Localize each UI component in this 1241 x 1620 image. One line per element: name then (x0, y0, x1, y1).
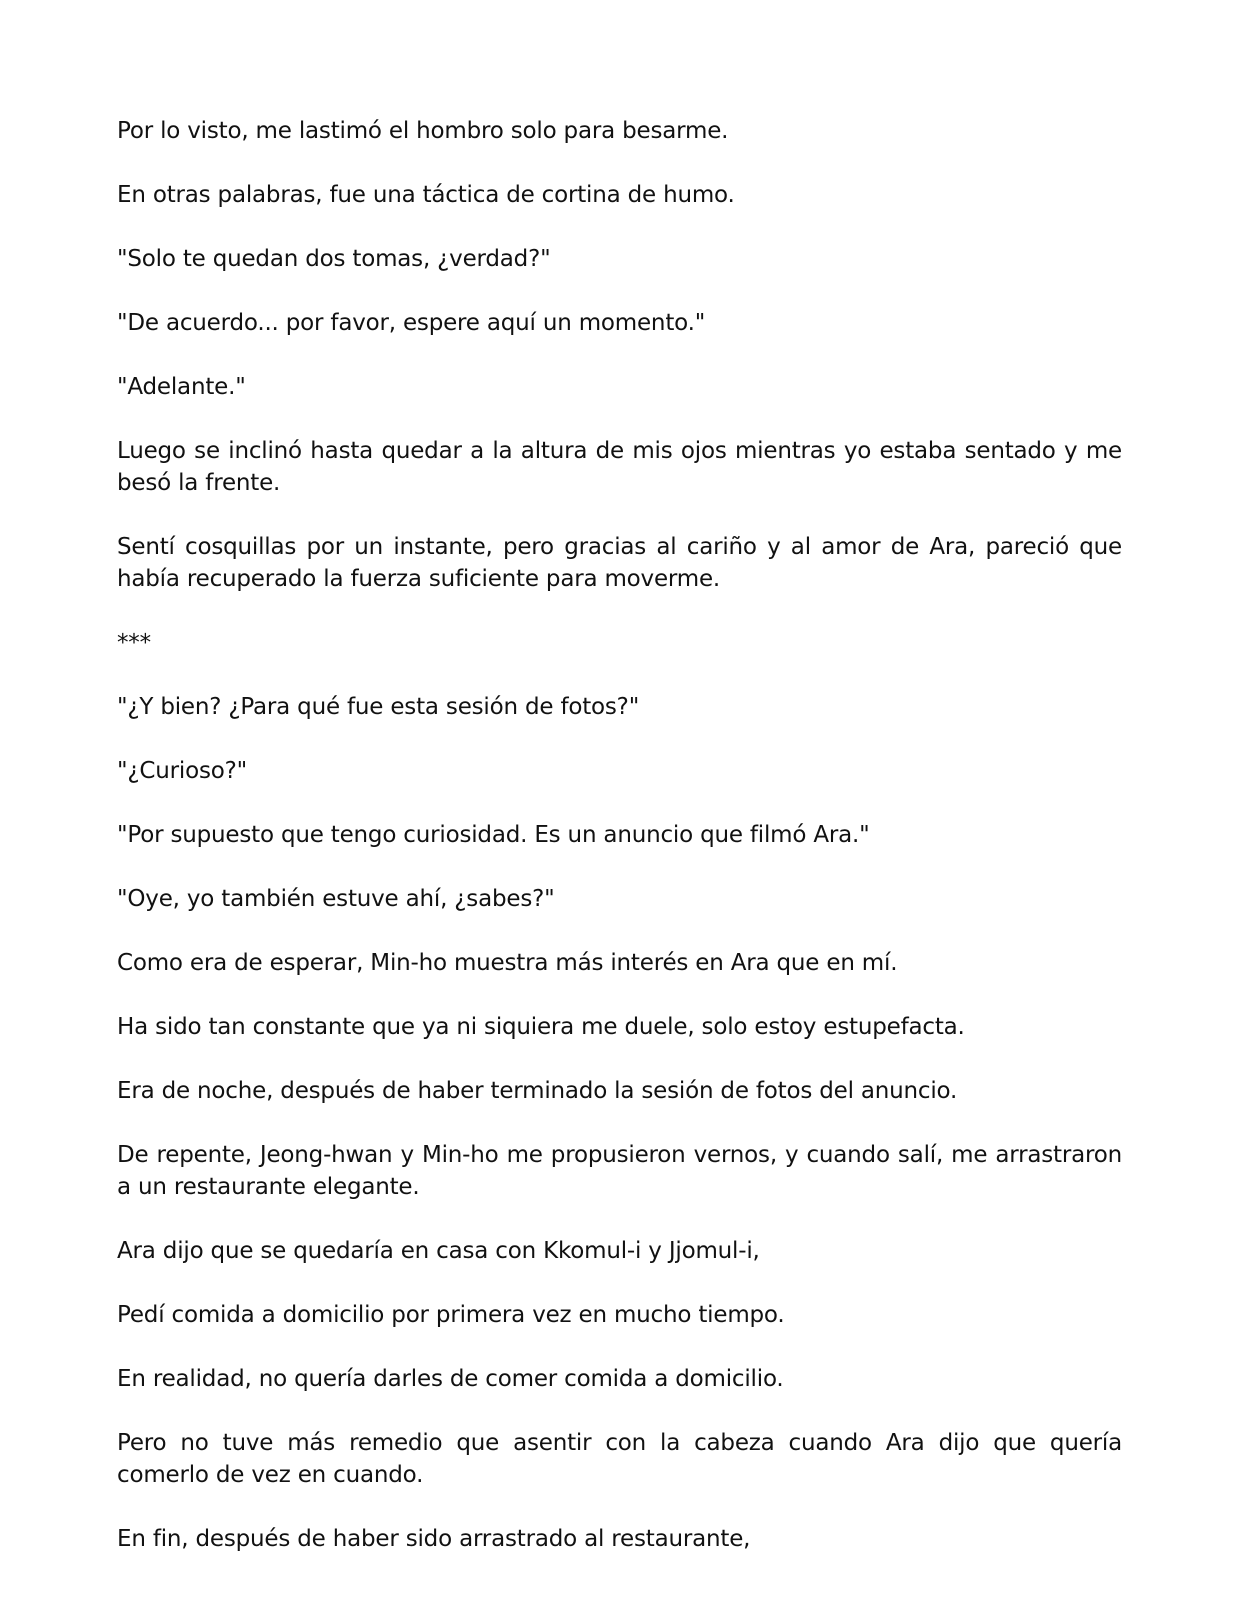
paragraph: Ha sido tan constante que ya ni siquiera me duele, solo estoy estupefacta. (117, 1014, 965, 1040)
scene-break: *** (117, 630, 151, 656)
paragraph: Luego se inclinó hasta quedar a la altura de mis ojos mientras yo estaba sentado y me besó la frente. (117, 438, 1122, 496)
paragraph: Como era de esperar, Min-ho muestra más interés en Ara que en mí. (117, 950, 898, 976)
paragraph: Ara dijo que se quedaría en casa con Kkomul-i y Jjomul-i, (117, 1238, 760, 1264)
paragraph: Pero no tuve más remedio que asentir con la cabeza cuando Ara dijo que quería comerlo de vez en cuando. (117, 1430, 1122, 1488)
document-text (117, 115, 1122, 1587)
paragraph: En otras palabras, fue una táctica de cortina de humo. (117, 182, 735, 208)
paragraph: Era de noche, después de haber terminado la sesión de fotos del anuncio. (117, 1078, 958, 1104)
paragraph: "Adelante." (117, 374, 246, 400)
paragraph: "Solo te quedan dos tomas, ¿verdad?" (117, 246, 551, 272)
paragraph: Por lo visto, me lastimó el hombro solo para besarme. (117, 118, 729, 144)
paragraph: "¿Y bien? ¿Para qué fue esta sesión de fotos?" (117, 694, 640, 720)
paragraph: Pedí comida a domicilio por primera vez en mucho tiempo. (117, 1302, 785, 1328)
paragraph: En realidad, no quería darles de comer comida a domicilio. (117, 1366, 784, 1392)
paragraph: "¿Curioso?" (117, 758, 247, 784)
paragraph: "Oye, yo también estuve ahí, ¿sabes?" (117, 886, 555, 912)
paragraph: Sentí cosquillas por un instante, pero gracias al cariño y al amor de Ara, pareció que había recuperado la fuerza suficiente para moverme. (117, 534, 1122, 592)
paragraph: De repente, Jeong-hwan y Min-ho me propusieron vernos, y cuando salí, me arrastraron a un restaurante elegante. (117, 1142, 1122, 1200)
paragraph: En fin, después de haber sido arrastrado al restaurante, (117, 1526, 751, 1552)
paragraph: "De acuerdo... por favor, espere aquí un momento." (117, 310, 706, 336)
paragraph: "Por supuesto que tengo curiosidad. Es un anuncio que filmó Ara." (117, 822, 870, 848)
